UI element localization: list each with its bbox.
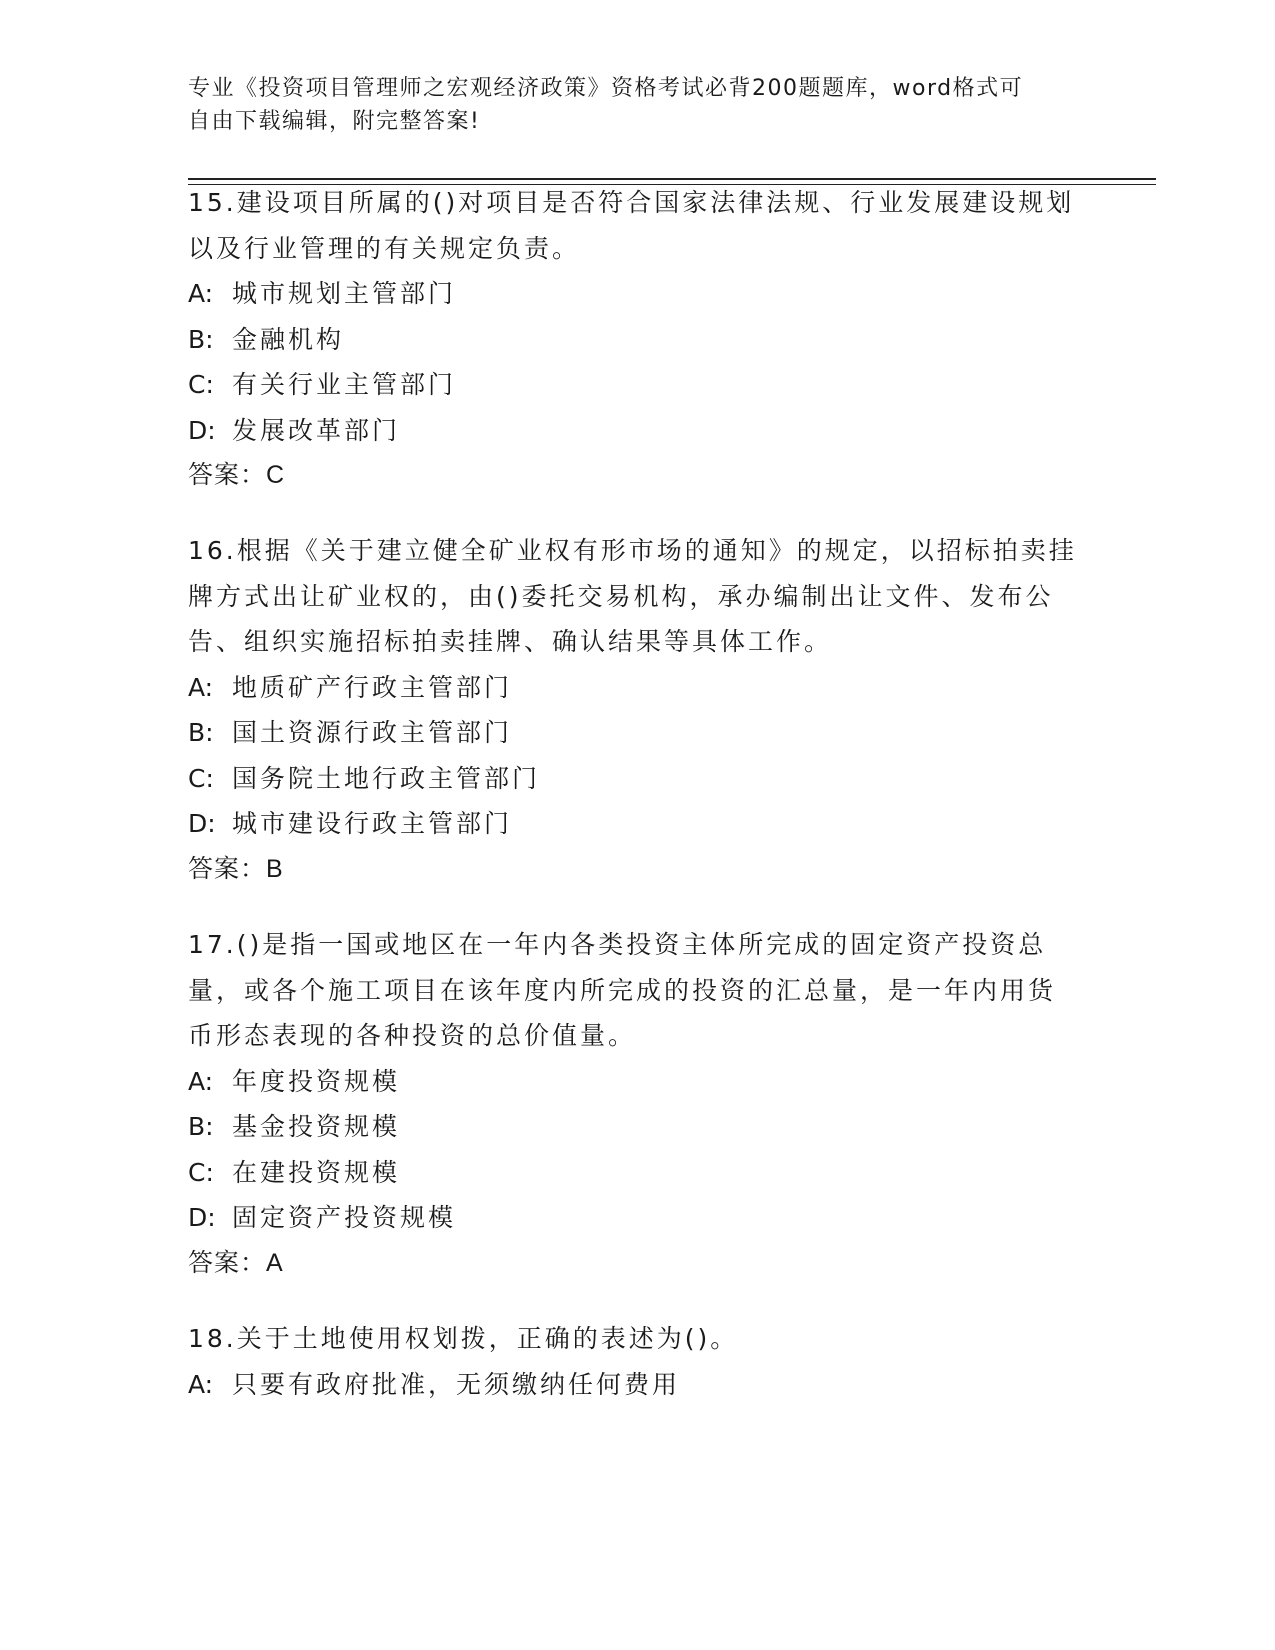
question-stem: 18.关于土地使用权划拨，正确的表述为()。 (188, 1324, 739, 1353)
option-letter: B: (188, 324, 214, 354)
option-letter: C: (188, 1157, 214, 1187)
option-c (188, 362, 1088, 408)
question-stem: 16.根据《关于建立健全矿业权有形市场的通知》的规定，以招标拍卖挂牌方式出让矿业权的，由()委托交易机构，承办编制出让文件、发布公告、组织实施招标拍卖挂牌、确认结果等具体工作。 (188, 536, 1077, 656)
question-16 (188, 528, 1088, 892)
option-text: 基金投资规模 (232, 1112, 401, 1141)
question-17 (188, 922, 1088, 1286)
question-stem: 17.()是指一国或地区在一年内各类投资主体所完成的固定资产投资总量，或各个施工项目在该年度内所完成的投资的汇总量，是一年内用货币形态表现的各种投资的总价值量。 (188, 930, 1057, 1050)
option-text: 城市规划主管部门 (232, 279, 457, 308)
option-d (188, 801, 1088, 847)
option-a (188, 271, 1088, 317)
option-b (188, 1104, 1088, 1150)
document-header (188, 72, 1068, 138)
option-text: 有关行业主管部门 (232, 370, 457, 399)
option-b (188, 710, 1088, 756)
option-letter: C: (188, 370, 214, 399)
option-text: 固定资产投资规模 (232, 1203, 457, 1232)
option-a (188, 1362, 1088, 1408)
option-text: 城市建设行政主管部门 (232, 809, 513, 838)
option-text: 年度投资规模 (232, 1066, 401, 1096)
option-letter: B: (188, 718, 214, 747)
option-text: 地质矿产行政主管部门 (232, 672, 513, 702)
header-line-1: 专业《投资项目管理师之宏观经济政策》资格考试必背200题题库，word格式可 (188, 76, 1024, 101)
answer-line: 答案：B (188, 854, 284, 883)
option-letter: A: (188, 279, 214, 308)
option-d (188, 1195, 1088, 1241)
option-letter: A: (188, 672, 214, 702)
option-letter: D: (188, 809, 216, 838)
option-letter: A: (188, 1369, 214, 1399)
question-15 (188, 180, 1088, 499)
question-stem: 15.建设项目所属的()对项目是否符合国家法律法规、行业发展建设规划以及行业管理的有关规定负责。 (188, 188, 1075, 263)
option-c (188, 756, 1088, 802)
option-text: 金融机构 (232, 324, 345, 354)
answer-line: 答案：C (188, 461, 286, 489)
question-18 (188, 1316, 1088, 1407)
option-letter: C: (188, 763, 214, 793)
option-text: 发展改革部门 (232, 415, 401, 445)
option-letter: B: (188, 1112, 214, 1141)
option-c (188, 1150, 1088, 1196)
option-b (188, 317, 1088, 363)
option-text: 国务院土地行政主管部门 (232, 763, 541, 793)
header-line-2: 自由下载编辑，附完整答案! (188, 109, 481, 134)
option-text: 只要有政府批准，无须缴纳任何费用 (232, 1369, 681, 1399)
answer-line: 答案：A (188, 1248, 284, 1277)
option-letter: A: (188, 1066, 214, 1096)
option-text: 国土资源行政主管部门 (232, 718, 513, 747)
option-a (188, 1059, 1088, 1105)
option-a (188, 665, 1088, 711)
option-d (188, 408, 1088, 454)
option-letter: D: (188, 415, 216, 445)
option-text: 在建投资规模 (232, 1157, 401, 1187)
option-letter: D: (188, 1203, 216, 1232)
